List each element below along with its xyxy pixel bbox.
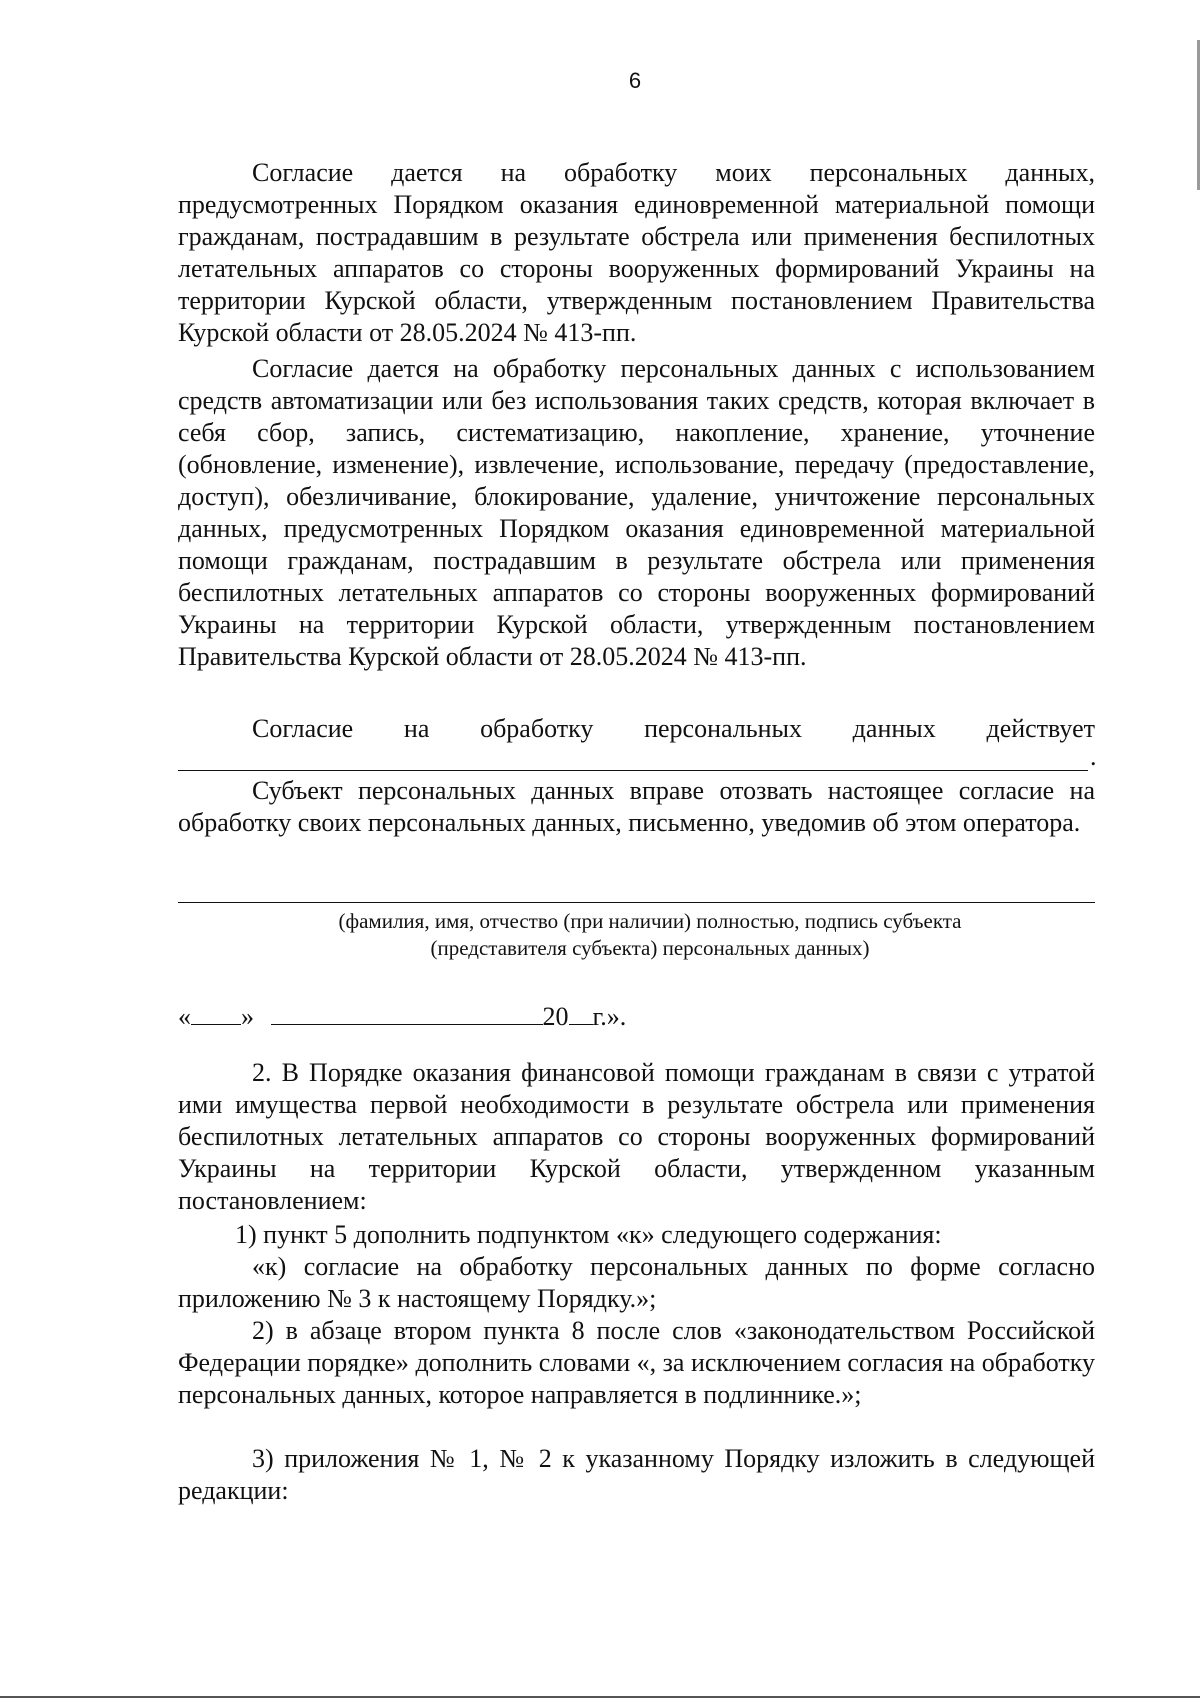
date-day-blank — [191, 1000, 241, 1025]
paragraph-withdrawal-right: Субъект персональных данных вправе отозвать настоящее согласие на обработку своих персональных данных, письменно, уведомив об этом оператора. — [178, 776, 1095, 837]
signature-caption — [200, 908, 1100, 962]
scan-bottom-line — [0, 1696, 1200, 1698]
signature-caption-line-2: (представителя субъекта) персональных данных) — [430, 936, 870, 960]
date-open-quote: « — [178, 1002, 191, 1031]
paragraph-item-1: 1) пункт 5 дополнить подпунктом «к» следующего содержания: — [235, 1220, 942, 1249]
paragraph-consent-scope: Согласие дается на обработку моих персональных данных, предусмотренных Порядком оказания единовременной материальной помощи гражданам, пострадавшим в результате обстрела или применения беспилотных летательных аппаратов со стороны вооруженных формирований Украины на территории Курской области, утвержденным постановлением Правительства Курской области от 28.05.2024 № 413-пп. — [178, 158, 1095, 347]
paragraph-item-2: 2) в абзаце втором пункта 8 после слов «законодательством Российской Федерации порядке» дополнить словами «, за исключением согласия на обработку персональных данных, которое направляется в подлиннике.»; — [178, 1316, 1095, 1409]
paragraph-subitem-k: «к) согласие на обработку персональных данных по форме согласно приложению № 3 к настоящему Порядку.»; — [178, 1252, 1095, 1313]
date-year-blank — [569, 1000, 593, 1025]
paragraph-amendment-2: 2. В Порядке оказания финансовой помощи гражданам в связи с утратой ими имущества первой необходимости в результате обстрела или применения беспилотных летательных аппаратов со стороны вооруженных формирований Украины на территории Курской области, утвержденном указанным постановлением: — [178, 1058, 1095, 1215]
paragraph-consent-processing: Согласие дается на обработку персональных данных с использованием средств автоматизации или без использования таких средств, которая включает в себя сбор, запись, систематизацию, накопление, хранение, уточнение (обновление, изменение), извлечение, использование, передачу (предоставление, доступ), обезличивание, блокирование, удаление, уничтожение персональных данных, предусмотренных Порядком оказания единовременной материальной помощи гражданам, пострадавшим в результате обстрела или применения беспилотных летательных аппаратов со стороны вооруженных формирований Украины на территории Курской области, утвержденным постановлением Правительства Курской области от 28.05.2024 № 413-пп. — [178, 354, 1095, 671]
date-line — [178, 1000, 626, 1033]
date-month-blank — [271, 1000, 543, 1025]
signature-caption-line-1: (фамилия, имя, отчество (при наличии) полностью, подпись субъекта — [338, 909, 962, 933]
validity-period-end: . — [1090, 742, 1097, 771]
signature-line — [178, 902, 1095, 903]
page-number: 6 — [628, 68, 642, 93]
date-close-quote: » — [241, 1002, 254, 1031]
date-year-suffix: г.». — [592, 1002, 627, 1031]
date-year-prefix: 20 — [542, 1002, 569, 1031]
paragraph-item-3: 3) приложения № 1, № 2 к указанному Порядку изложить в следующей редакции: — [178, 1444, 1095, 1505]
paragraph-consent-validity: Согласие на обработку персональных данных действует — [252, 714, 1095, 743]
validity-blank-line — [178, 770, 1088, 771]
